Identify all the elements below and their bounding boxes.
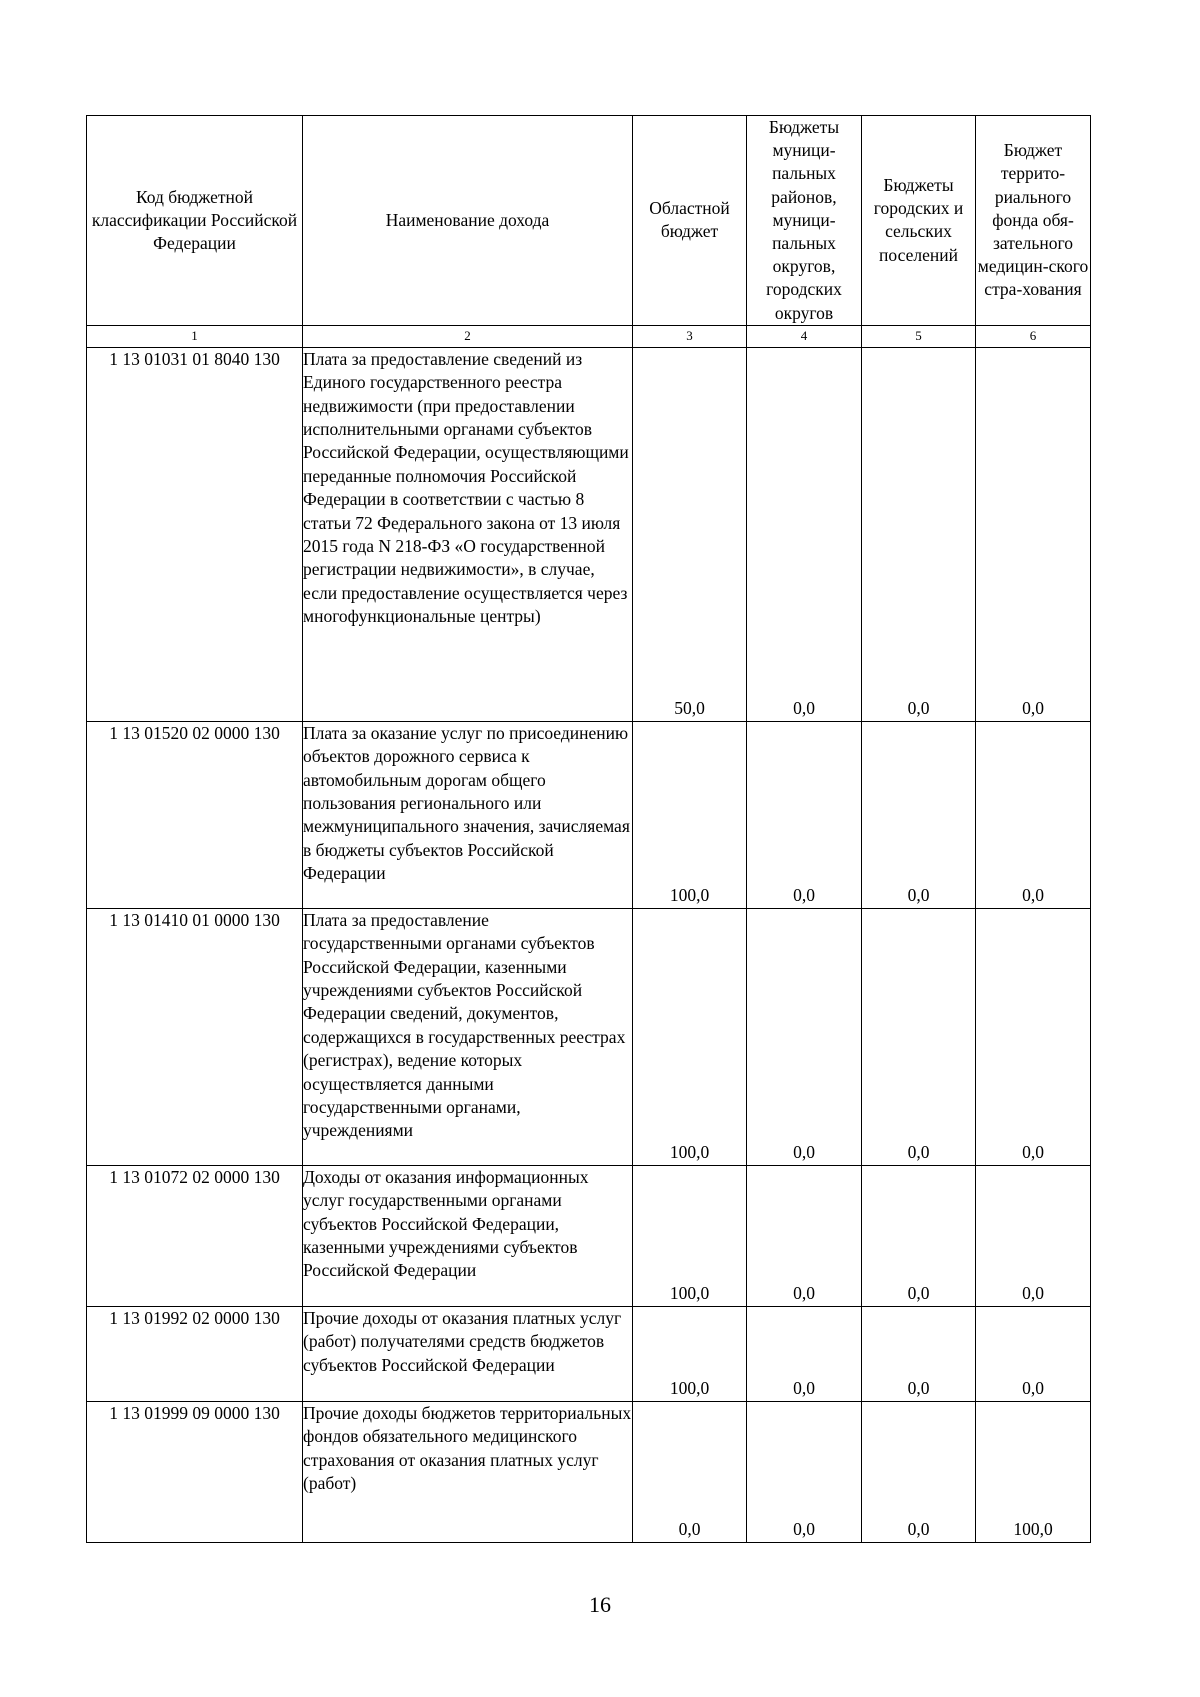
column-number-row (87, 325, 1091, 347)
table-header-row (87, 116, 1091, 326)
row-medical-fund-value: 0,0 (976, 721, 1091, 908)
row-revenue-name: Прочие доходы от оказания платных услуг (работ) получателями средств бюджетов субъектов Российской Федерации (303, 1306, 633, 1401)
row-municipal-value: 0,0 (747, 1165, 862, 1306)
table-row (87, 1401, 1091, 1542)
column-number: 6 (976, 325, 1091, 347)
row-settlements-value: 0,0 (862, 1165, 976, 1306)
row-medical-fund-value: 100,0 (976, 1401, 1091, 1542)
row-revenue-name: Плата за оказание услуг по присоединению объектов дорожного сервиса к автомобильным дорогам общего пользования регионального или межмуниципального значения, зачисляемая в бюджеты субъектов Российской Федерации (303, 721, 633, 908)
header-label: Наименование дохода (385, 209, 550, 230)
row-regional-value: 100,0 (633, 1306, 747, 1401)
header-revenue-name (303, 116, 633, 326)
header-label: Областной бюджет (649, 198, 730, 242)
row-settlements-value: 0,0 (862, 721, 976, 908)
table-row (87, 347, 1091, 721)
row-revenue-name: Плата за предоставление сведений из Единого государственного реестра недвижимости (при предоставлении исполнительными органами субъектов Российской Федерации, осуществляющими переданные полномочия Российской Федерации в соответствии с частью 8 статьи 72 Федерального закона от 13 июля 2015 года N 218-ФЗ «О государственной регистрации недвижимости», в случае, если предоставление осуществляется через многофункциональные центры) (303, 347, 633, 721)
row-municipal-value: 0,0 (747, 347, 862, 721)
header-municipal-budgets (747, 116, 862, 326)
header-label: Код бюджетной классификации Российской Федерации (91, 186, 298, 254)
header-settlement-budgets (862, 116, 976, 326)
row-code: 1 13 01520 02 0000 130 (87, 721, 303, 908)
row-regional-value: 100,0 (633, 908, 747, 1165)
row-medical-fund-value: 0,0 (976, 908, 1091, 1165)
row-regional-value: 50,0 (633, 347, 747, 721)
row-code: 1 13 01410 01 0000 130 (87, 908, 303, 1165)
row-revenue-name: Доходы от оказания информационных услуг государственными органами субъектов Российской Федерации, казенными учреждениями субъектов Российской Федерации (303, 1165, 633, 1306)
row-settlements-value: 0,0 (862, 347, 976, 721)
row-regional-value: 100,0 (633, 721, 747, 908)
row-code: 1 13 01999 09 0000 130 (87, 1401, 303, 1542)
column-number: 2 (303, 325, 633, 347)
header-label: Бюджет террито-риального фонда обя-зательного медицин-ского стра-хования (977, 140, 1089, 300)
row-settlements-value: 0,0 (862, 1306, 976, 1401)
table-row (87, 1165, 1091, 1306)
header-medical-insurance-fund (976, 116, 1091, 326)
row-revenue-name: Плата за предоставление государственными органами субъектов Российской Федерации, казенными учреждениями субъектов Российской Федерации сведений, документов, содержащихся в государственных реестрах (регистрах), ведение которых осуществляется данными государственными органами, учреждениями (303, 908, 633, 1165)
row-municipal-value: 0,0 (747, 1306, 862, 1401)
column-number: 3 (633, 325, 747, 347)
row-settlements-value: 0,0 (862, 1401, 976, 1542)
row-code: 1 13 01031 01 8040 130 (87, 347, 303, 721)
column-number: 5 (862, 325, 976, 347)
header-budget-classification-code (87, 116, 303, 326)
row-municipal-value: 0,0 (747, 721, 862, 908)
row-municipal-value: 0,0 (747, 1401, 862, 1542)
row-municipal-value: 0,0 (747, 908, 862, 1165)
table-row (87, 721, 1091, 908)
header-regional-budget (633, 116, 747, 326)
row-medical-fund-value: 0,0 (976, 1306, 1091, 1401)
row-regional-value: 100,0 (633, 1165, 747, 1306)
page-number: 16 (589, 1592, 611, 1617)
header-label: Бюджеты муници-пальных районов, муници-пальных округов, городских округов (766, 117, 842, 323)
column-number: 1 (87, 325, 303, 347)
row-code: 1 13 01072 02 0000 130 (87, 1165, 303, 1306)
row-medical-fund-value: 0,0 (976, 1165, 1091, 1306)
row-regional-value: 0,0 (633, 1401, 747, 1542)
row-revenue-name: Прочие доходы бюджетов территориальных фондов обязательного медицинского страхования от оказания платных услуг (работ) (303, 1401, 633, 1542)
row-code: 1 13 01992 02 0000 130 (87, 1306, 303, 1401)
header-label: Бюджеты городских и сельских поселений (873, 175, 964, 265)
revenue-distribution-table (86, 115, 1091, 1543)
row-settlements-value: 0,0 (862, 908, 976, 1165)
row-medical-fund-value: 0,0 (976, 347, 1091, 721)
table-row (87, 908, 1091, 1165)
column-number: 4 (747, 325, 862, 347)
table-row (87, 1306, 1091, 1401)
